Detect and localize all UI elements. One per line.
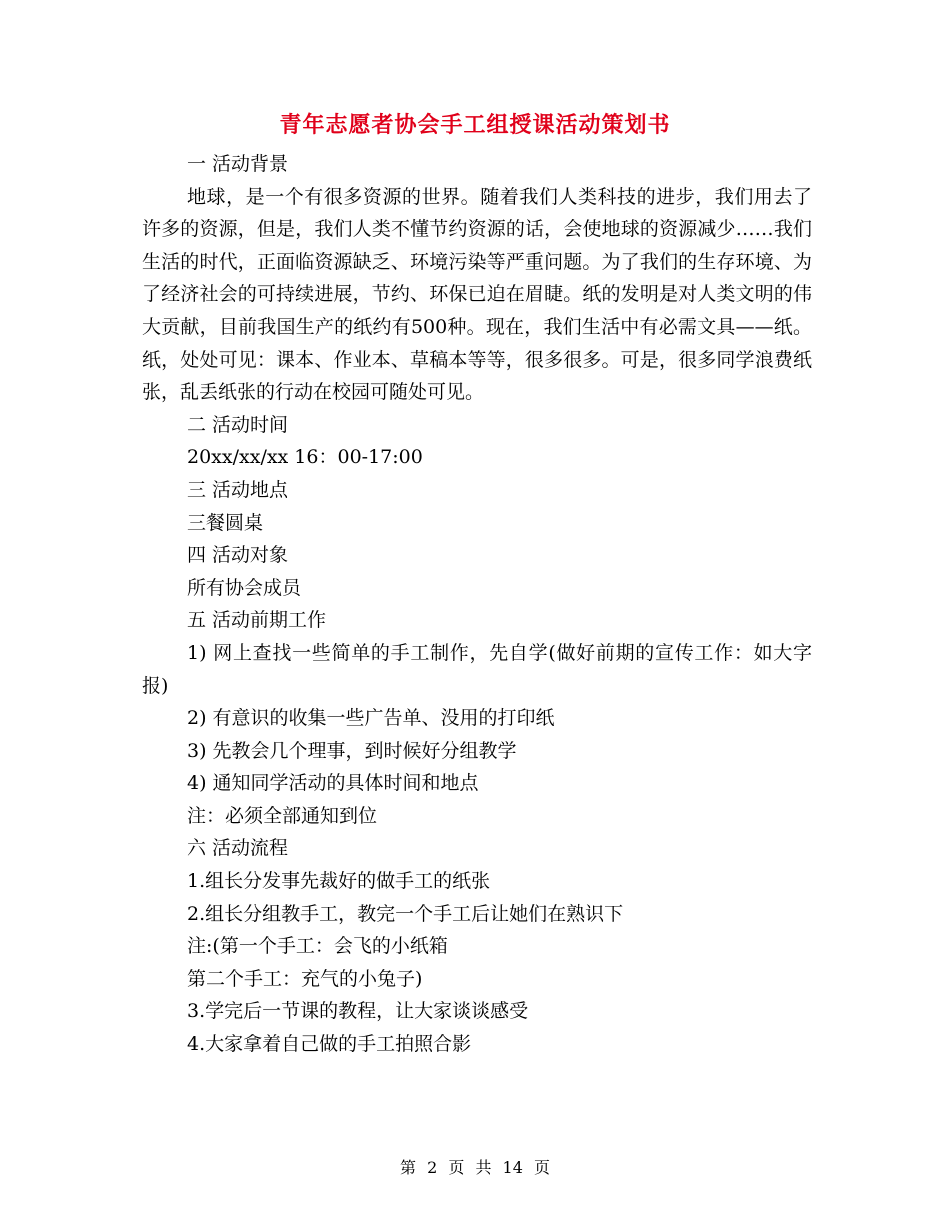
section-heading-audience: 四 活动对象 <box>187 544 289 567</box>
section-heading-preparation: 五 活动前期工作 <box>187 609 327 632</box>
preparation-item-4: 4) 通知同学活动的具体时间和地点 <box>187 772 479 795</box>
process-note-2: 第二个手工：充气的小兔子) <box>187 967 423 990</box>
preparation-item-1: 1) 网上查找一些简单的手工制作，先自学(做好前期的宣传工作：如大字报) <box>142 641 812 697</box>
preparation-item-2: 2) 有意识的收集一些广告单、没用的打印纸 <box>187 707 555 730</box>
section-heading-background: 一 活动背景 <box>187 153 289 175</box>
activity-location-value: 三餐圆桌 <box>187 511 264 534</box>
page-footer: 第 2 页 共 14 页 <box>400 1158 550 1177</box>
process-note-1: 注:(第一个手工：会飞的小纸箱 <box>187 935 448 958</box>
document-title: 青年志愿者协会手工组授课活动策划书 <box>279 113 671 138</box>
section-heading-time: 二 活动时间 <box>187 413 289 436</box>
process-step-4: 4.大家拿着自己做的手工拍照合影 <box>187 1033 472 1056</box>
preparation-note: 注：必须全部通知到位 <box>187 804 378 827</box>
process-step-3: 3.学完后一节课的教程，让大家谈谈感受 <box>187 1000 529 1023</box>
process-step-2: 2.组长分组教手工，教完一个手工后让她们在熟识下 <box>187 902 624 925</box>
section-heading-process: 六 活动流程 <box>187 837 289 860</box>
activity-audience-value: 所有协会成员 <box>187 576 302 599</box>
activity-time-value: 20xx/xx/xx 16：00-17:00 <box>187 446 423 469</box>
process-step-1: 1.组长分发事先裁好的做手工的纸张 <box>187 870 491 893</box>
preparation-item-3: 3) 先教会几个理事，到时候好分组教学 <box>187 739 517 762</box>
background-paragraph: 地球，是一个有很多资源的世界。随着我们人类科技的进步，我们用去了许多的资源，但是，我们人类不懂节约资源的话，会使地球的资源减少……我们生活的时代，正面临资源缺乏、环境污染等严重问题。为了我们的生存环境、为了经济社会的可持续进展，节约、环保已迫在眉睫。纸的发明是对人类文明的伟大贡献，目前我国生产的纸约有500种。现在，我们生活中有必需文具——纸。纸，处处可见：课本、作业本、草稿本等等，很多很多。可是，很多同学浪费纸张，乱丢纸张的行动在校园可随处可见。 <box>142 185 812 404</box>
section-heading-location: 三 活动地点 <box>187 478 289 501</box>
document-body <box>142 148 812 1061</box>
